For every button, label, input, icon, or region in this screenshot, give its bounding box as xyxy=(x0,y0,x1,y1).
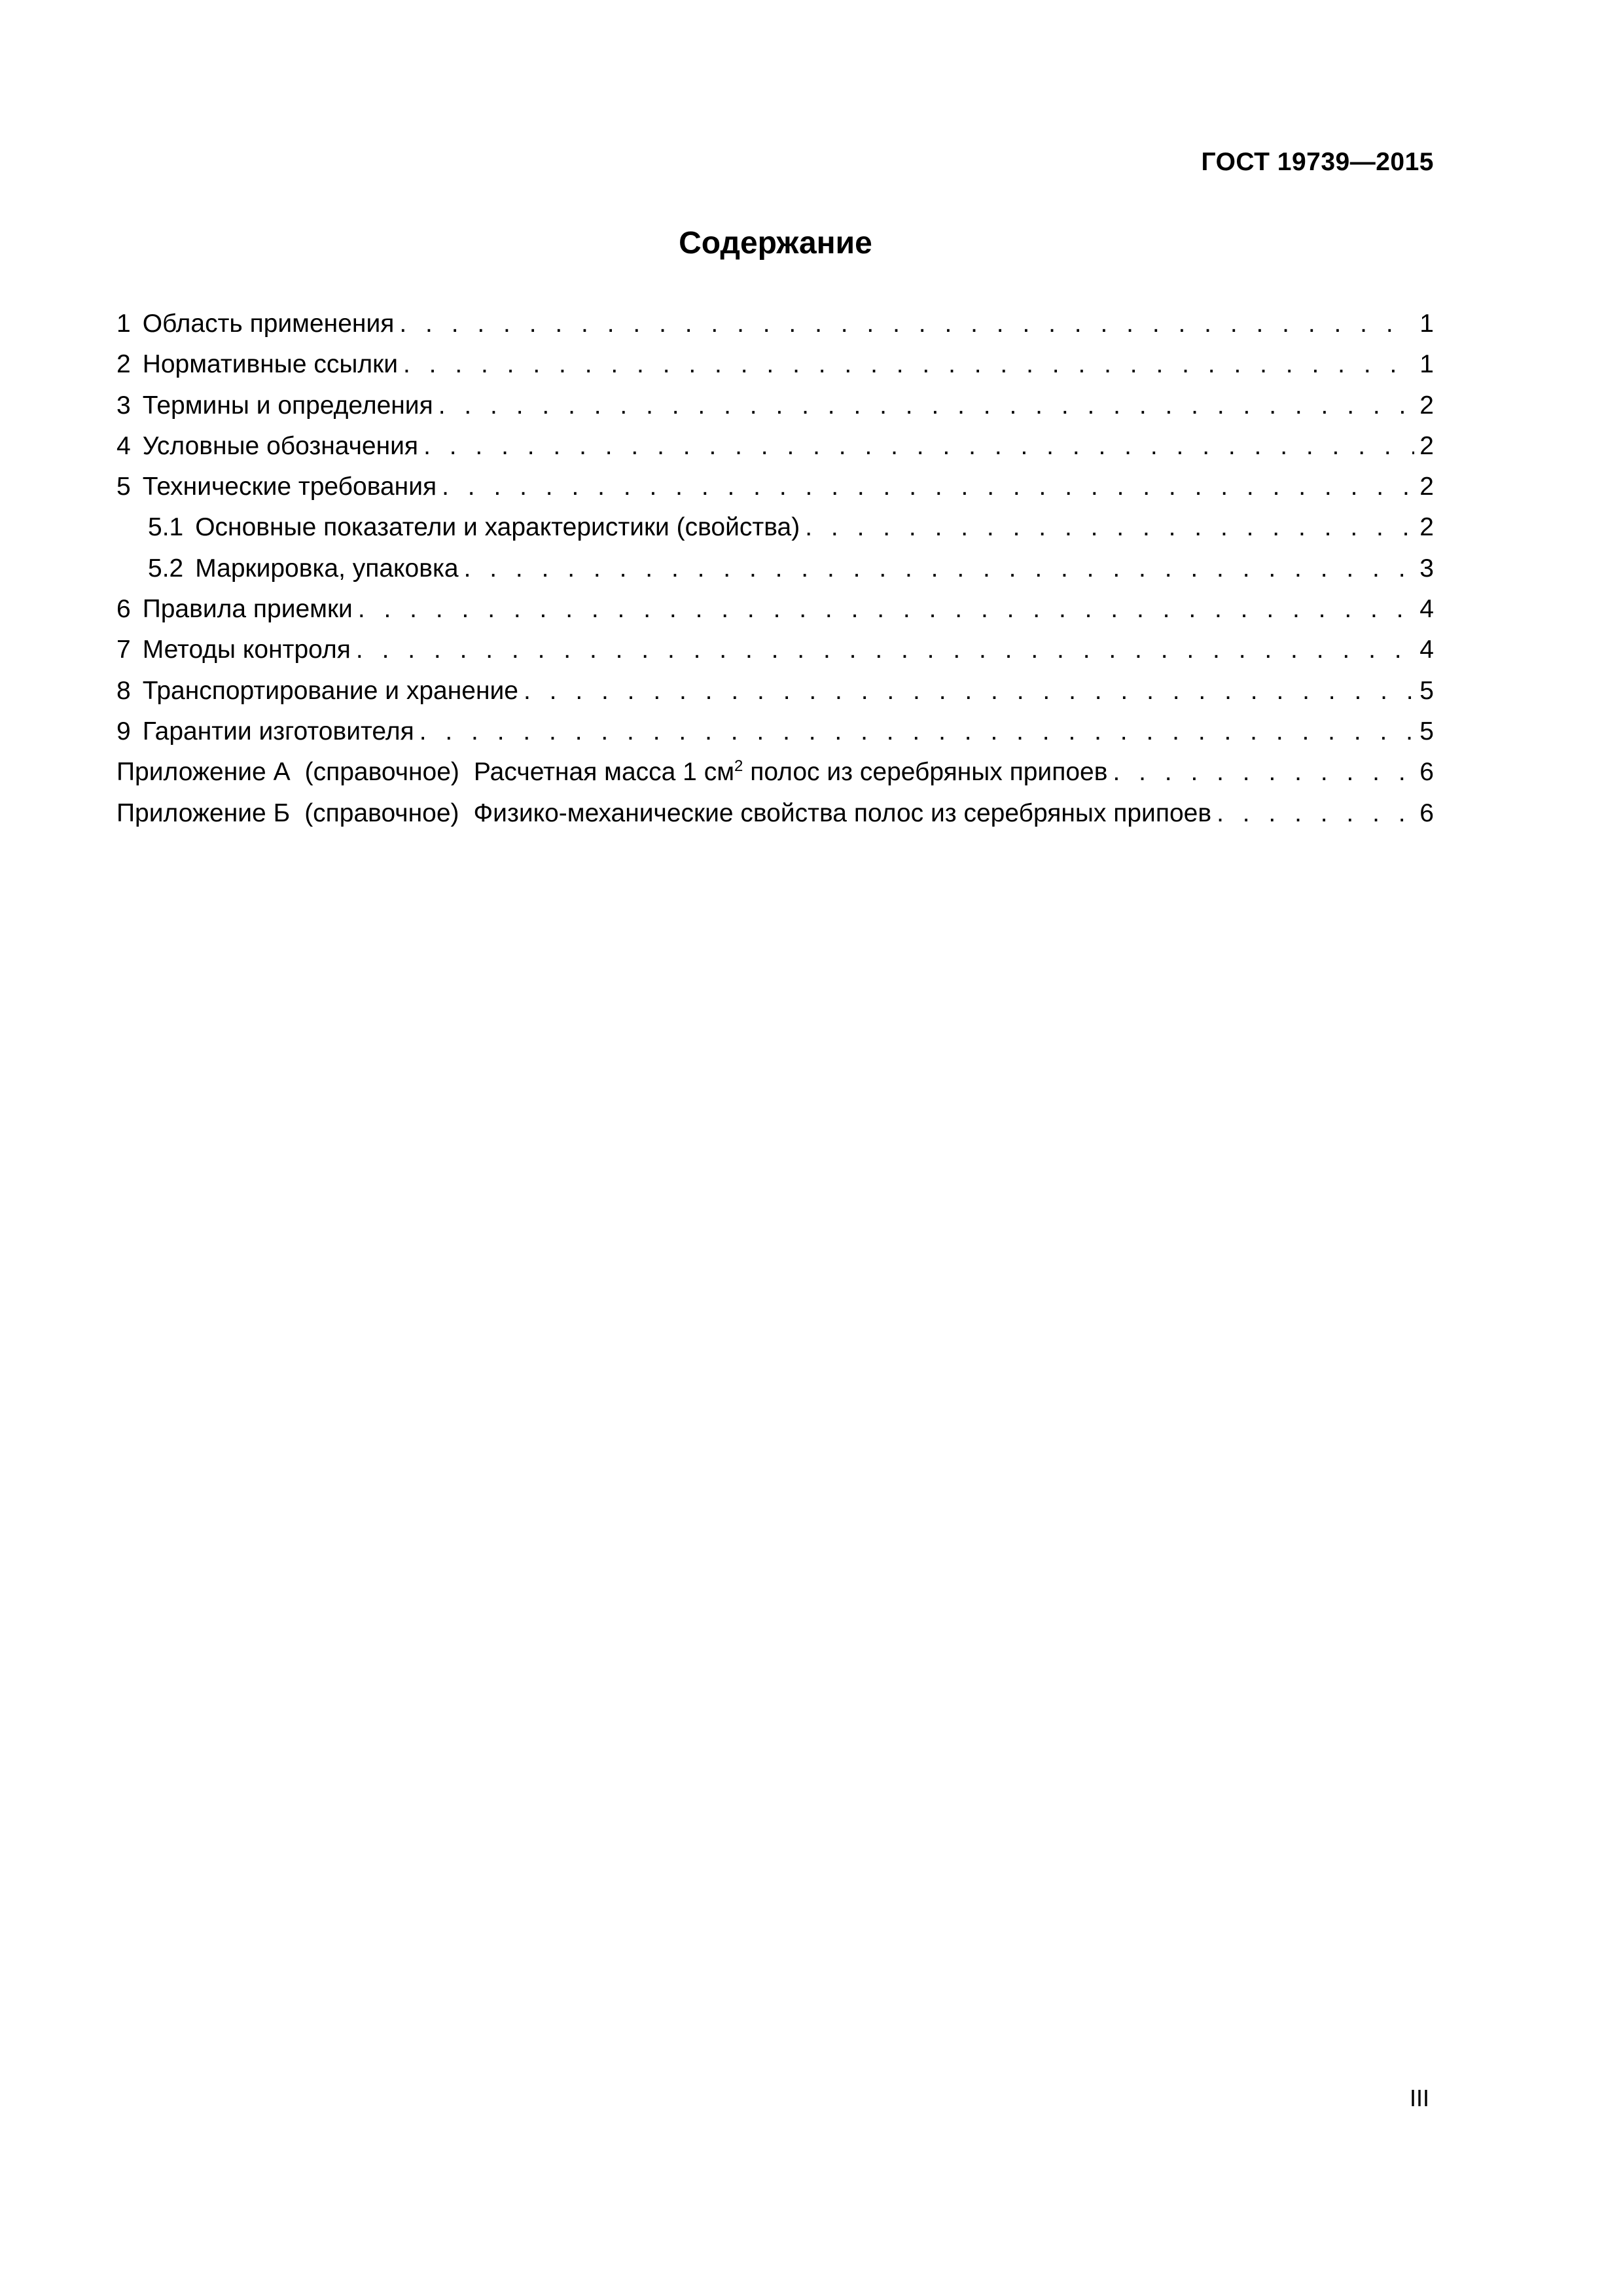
toc-item-7[interactable] xyxy=(116,630,1434,670)
toc-item-5[interactable] xyxy=(116,467,1434,507)
toc-item-page: 5 xyxy=(1419,676,1434,705)
appendix-title-superscript: 2 xyxy=(734,757,743,776)
toc-item-label: Область применения xyxy=(142,310,395,338)
toc-item-number: 5.2 xyxy=(148,554,184,583)
toc-appendix-label xyxy=(116,752,1107,793)
toc-item-page: 1 xyxy=(1419,350,1434,379)
toc-item-page: 4 xyxy=(1419,636,1434,664)
toc-leader-dots xyxy=(403,344,1414,385)
toc-item-label: Методы контроля xyxy=(142,636,351,664)
appendix-name: Приложение Б xyxy=(116,798,291,827)
table-of-contents xyxy=(116,304,1434,834)
document-code: ГОСТ 19739—2015 xyxy=(1201,148,1434,176)
toc-leader-dots xyxy=(805,507,1414,548)
toc-item-5-1[interactable] xyxy=(116,507,1434,548)
toc-leader-dots xyxy=(438,386,1415,426)
toc-item-page: 3 xyxy=(1419,554,1434,583)
toc-item-page: 2 xyxy=(1419,391,1434,420)
toc-leader-dots xyxy=(1113,752,1414,793)
toc-item-2[interactable] xyxy=(116,344,1434,385)
toc-item-6[interactable] xyxy=(116,589,1434,630)
toc-item-page: 5 xyxy=(1419,717,1434,745)
toc-item-number: 2 xyxy=(116,350,131,379)
toc-leader-dots xyxy=(442,467,1414,507)
toc-item-number: 8 xyxy=(116,676,131,705)
toc-item-number: 6 xyxy=(116,595,131,624)
toc-item-page: 2 xyxy=(1419,431,1434,460)
toc-item-number: 5.1 xyxy=(148,513,184,542)
toc-leader-dots xyxy=(423,426,1414,467)
toc-item-page: 2 xyxy=(1419,473,1434,501)
toc-item-number: 3 xyxy=(116,391,131,420)
toc-item-3[interactable] xyxy=(116,386,1434,426)
toc-title: Содержание xyxy=(679,226,872,260)
appendix-title-part: Расчетная масса 1 см xyxy=(473,758,735,787)
toc-item-label: Термины и определения xyxy=(142,391,433,420)
toc-appendix-a[interactable] xyxy=(116,752,1434,793)
appendix-type: (справочное) xyxy=(304,798,459,827)
toc-item-label: Транспортирование и хранение xyxy=(142,676,518,705)
toc-item-label: Условные обозначения xyxy=(142,431,419,460)
toc-item-5-2[interactable] xyxy=(116,548,1434,589)
toc-item-number: 9 xyxy=(116,717,131,745)
toc-item-number: 7 xyxy=(116,636,131,664)
toc-leader-dots xyxy=(358,589,1414,630)
toc-item-label: Нормативные ссылки xyxy=(142,350,398,379)
toc-item-label: Маркировка, упаковка xyxy=(195,554,459,583)
toc-item-label: Гарантии изготовителя xyxy=(142,717,414,745)
toc-item-1[interactable] xyxy=(116,304,1434,344)
toc-item-8[interactable] xyxy=(116,671,1434,711)
toc-leader-dots xyxy=(419,711,1415,752)
toc-item-label: Правила приемки xyxy=(142,595,353,624)
appendix-name: Приложение А xyxy=(116,758,291,787)
toc-item-number: 5 xyxy=(116,473,131,501)
toc-item-page: 6 xyxy=(1419,758,1434,787)
toc-item-page: 6 xyxy=(1419,798,1434,827)
toc-item-9[interactable] xyxy=(116,711,1434,752)
toc-leader-dots xyxy=(399,304,1414,344)
toc-leader-dots xyxy=(464,548,1415,589)
toc-leader-dots xyxy=(524,671,1414,711)
appendix-title-part: полос из серебряных припоев xyxy=(743,758,1108,787)
toc-leader-dots xyxy=(356,630,1414,670)
toc-appendix-label xyxy=(116,793,1211,834)
toc-item-number: 4 xyxy=(116,431,131,460)
toc-item-page: 4 xyxy=(1419,595,1434,624)
toc-item-page: 2 xyxy=(1419,513,1434,542)
page-number: III xyxy=(1409,2085,1429,2111)
toc-item-label: Технические требования xyxy=(142,473,437,501)
toc-item-page: 1 xyxy=(1419,310,1434,338)
toc-leader-dots xyxy=(1217,793,1414,834)
toc-item-label: Основные показатели и характеристики (свойства) xyxy=(195,513,800,542)
toc-item-number: 1 xyxy=(116,310,131,338)
appendix-type: (справочное) xyxy=(304,758,459,787)
toc-item-4[interactable] xyxy=(116,426,1434,467)
toc-appendix-b[interactable] xyxy=(116,793,1434,834)
appendix-title: Физико-механические свойства полос из серебряных припоев xyxy=(473,798,1212,827)
